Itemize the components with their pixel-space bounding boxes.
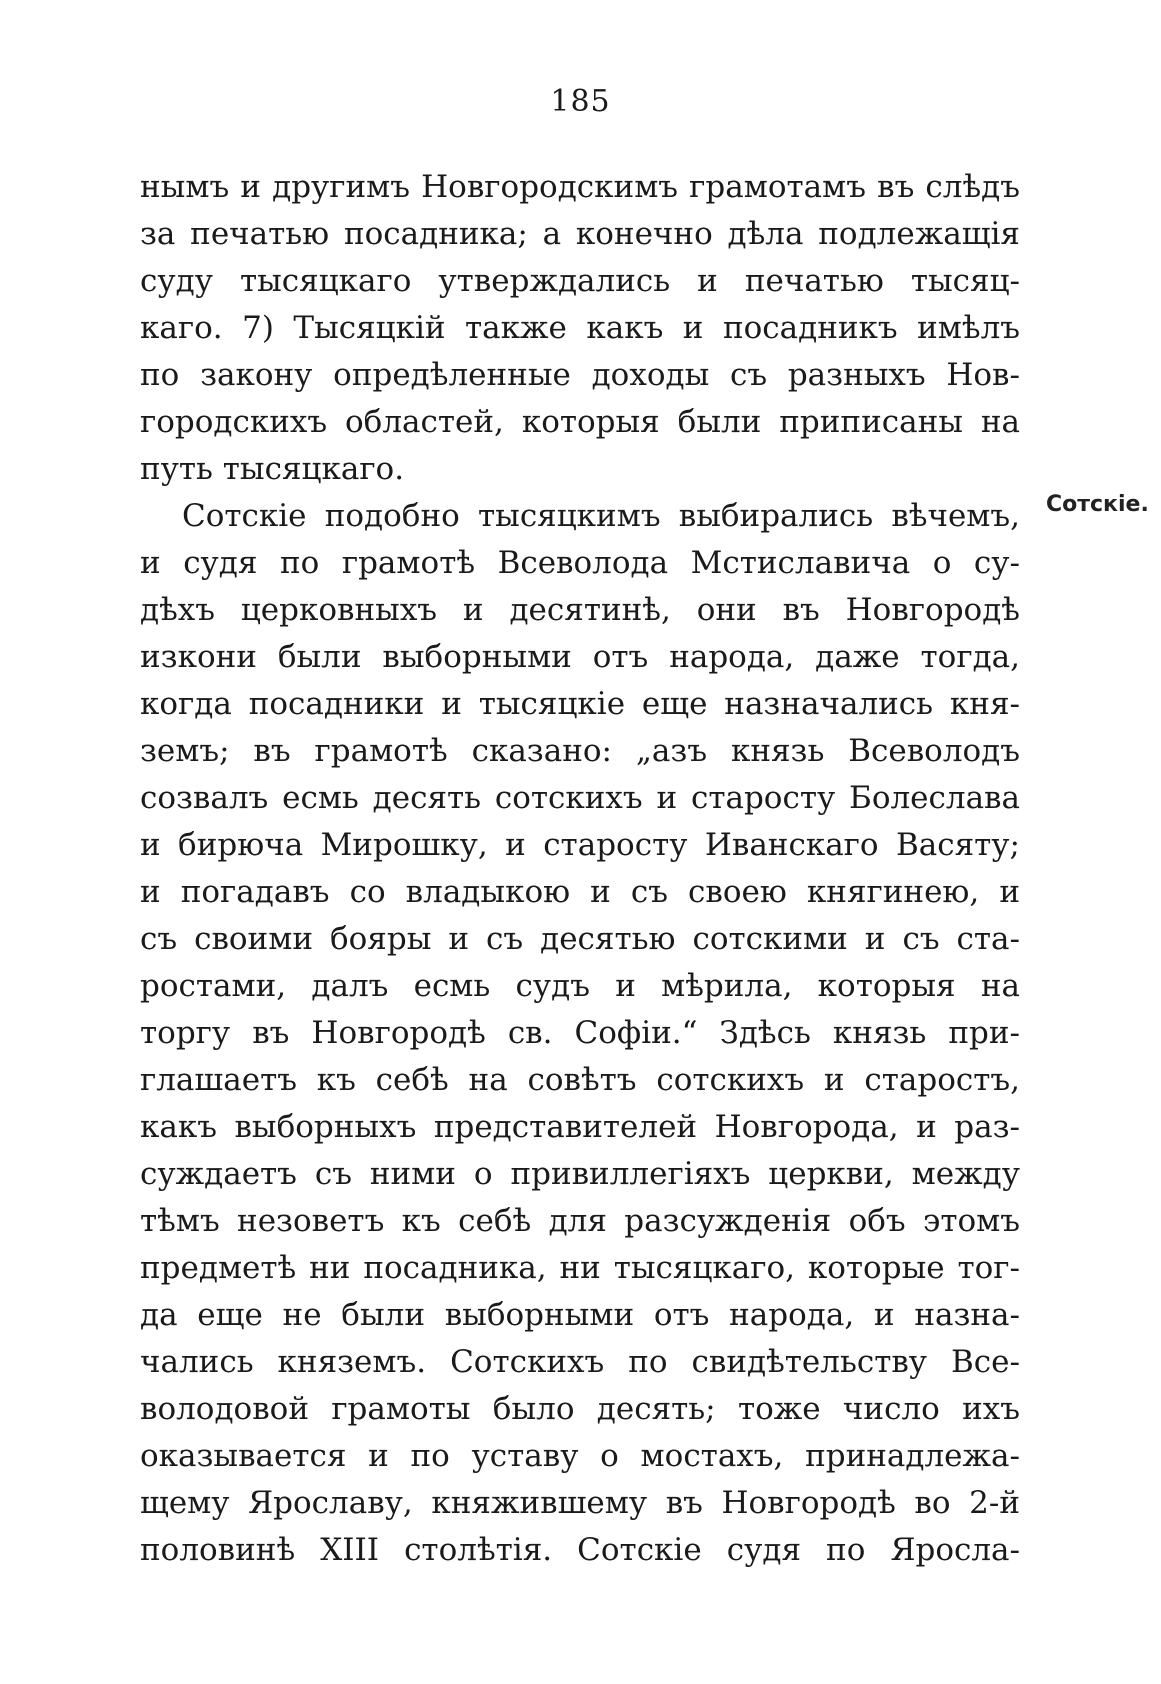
paragraph (140, 164, 1020, 493)
text-line: городскихъ областей, которыя были приписаны на (140, 404, 1020, 440)
text-line: ростами, далъ есмь судъ и мѣрила, которыя на (140, 968, 1020, 1004)
margin-note: Сотскіе. (1046, 492, 1149, 517)
text-line: дѣхъ церковныхъ и десятинѣ, они въ Новгородѣ (140, 592, 1020, 628)
text-line: щему Ярославу, княжившему въ Новгородѣ во 2-й (140, 1485, 1020, 1521)
text-line: оказывается и по уставу о мостахъ, принадлежа- (140, 1438, 1020, 1474)
text-line: путь тысяцкаго. (140, 451, 405, 487)
text-line: созвалъ есмь десять сотскихъ и старосту Болеслава (140, 780, 1020, 816)
text-line: торгу въ Новгородѣ св. Софіи.“ Здѣсь князь при- (140, 1015, 1020, 1051)
text-line: суждаетъ съ ними о привиллегіяхъ церкви, между (140, 1156, 1020, 1192)
text-line: и погадавъ со владыкою и съ своею княгинею, и (140, 874, 1020, 910)
text-line: нымъ и другимъ Новгородскимъ грамотамъ въ слѣдъ (140, 169, 1020, 205)
text-line: каго. 7) Тысяцкій также какъ и посадникъ имѣлъ (140, 310, 1020, 346)
body-text (140, 164, 1020, 1574)
page-number: 185 (550, 84, 611, 119)
text-line: чались княземъ. Сотскихъ по свидѣтельству Все- (140, 1344, 1020, 1380)
text-line: да еще не были выборными отъ народа, и назна- (140, 1297, 1020, 1333)
text-line: Сотскіе подобно тысяцкимъ выбирались вѣчемъ, (182, 498, 1020, 534)
text-line: предметѣ ни посадника, ни тысяцкаго, которые тог- (140, 1250, 1020, 1286)
text-line: володовой грамоты было десять; тоже число ихъ (140, 1391, 1020, 1427)
paragraph (140, 493, 1020, 1574)
text-line: съ своими бояры и съ десятью сотскими и съ ста- (140, 921, 1020, 957)
text-line: тѣмъ незоветъ къ себѣ для разсужденія объ этомъ (140, 1203, 1020, 1239)
text-line: по закону опредѣленные доходы съ разныхъ Нов- (140, 357, 1020, 393)
text-line: изкони были выборными отъ народа, даже тогда, (140, 639, 1020, 675)
text-line: земъ; въ грамотѣ сказано: „азъ князь Всеволодъ (140, 733, 1020, 769)
text-line: суду тысяцкаго утверждались и печатью тысяц- (140, 263, 1020, 299)
text-line: глашаетъ къ себѣ на совѣтъ сотскихъ и старостъ, (140, 1062, 1020, 1098)
text-line: и судя по грамотѣ Всеволода Мстиславича о су- (140, 545, 1020, 581)
text-line: какъ выборныхъ представителей Новгорода, и раз- (140, 1109, 1020, 1145)
text-line: половинѣ XIII столѣтія. Сотскіе судя по Яросла- (140, 1532, 1020, 1568)
text-line: за печатью посадника; а конечно дѣла подлежащія (140, 216, 1020, 252)
text-line: и бирюча Мирошку, и старосту Иванскаго Васяту; (140, 827, 1020, 863)
text-line: когда посадники и тысяцкіе еще назначались кня- (140, 686, 1020, 722)
